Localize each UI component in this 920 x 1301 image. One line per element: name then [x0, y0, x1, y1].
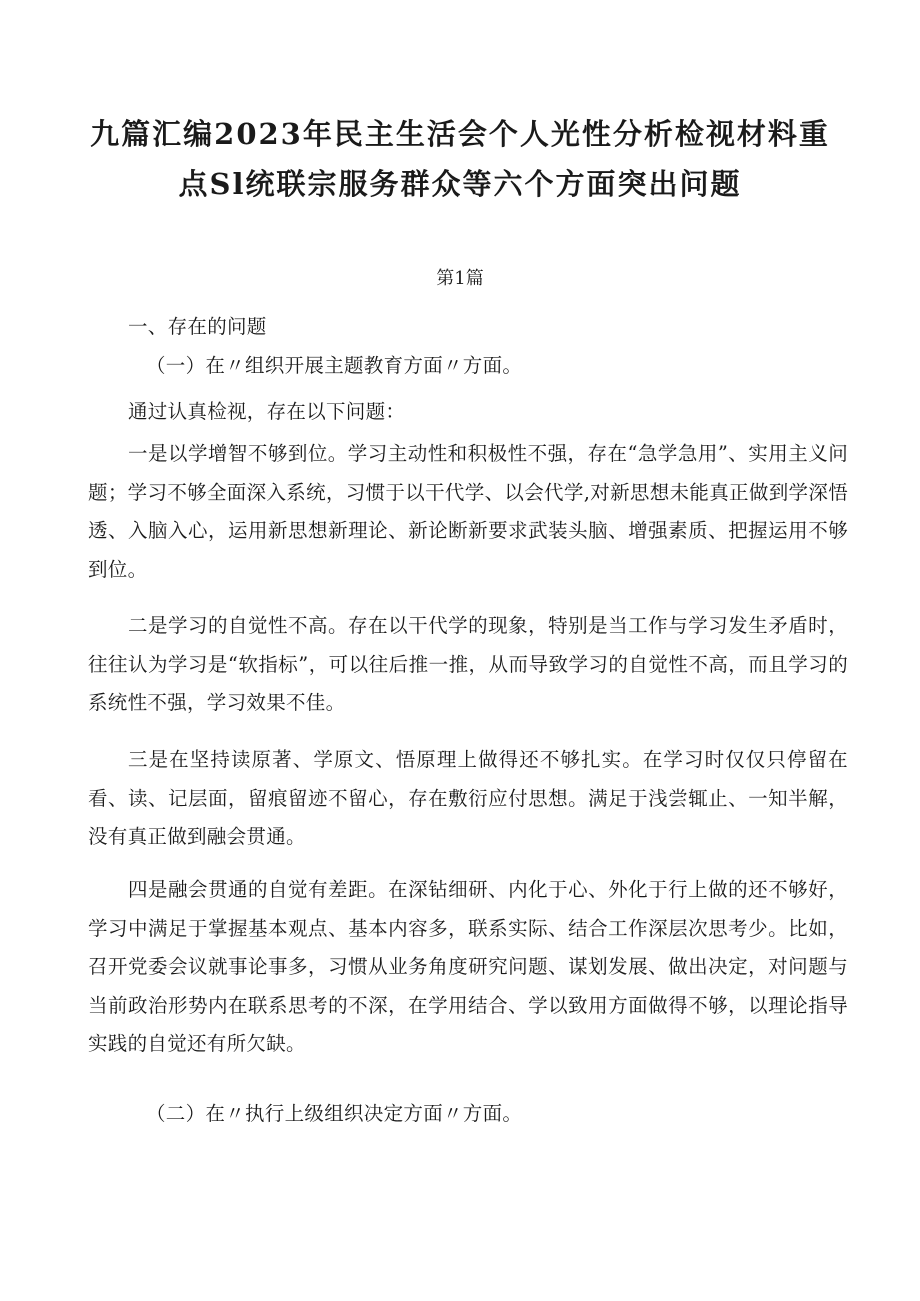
subsection-heading-2: （二）在〃执行上级组织决定方面〃方面。 — [146, 1102, 523, 1125]
document-title-line-1: 九篇汇编2023年民主生活会个人光性分析检视材料重 — [90, 117, 830, 151]
paragraph-3: 三是在坚持读原著、学原文、悟原理上做得还不够扎实。在学习时仅仅只停留在看、读、记层面，留痕留迹不留心，存在敷衍应付思想。满足于浅尝辄止、一知半解，没有真正做到融会贯通。 — [88, 748, 848, 848]
paragraph-2: 二是学习的自觉性不高。存在以干代学的现象，特别是当工作与学习发生矛盾时，往往认为学习是“软指标”，可以往后推一推，从而导致学习的自觉性不高，而且学习的系统性不强，学习效果不佳。 — [88, 614, 848, 714]
document-title-line-2: 点Sl统联宗服务群众等六个方面突出问题 — [178, 167, 742, 201]
paragraph-1: 一是以学增智不够到位。学习主动性和积极性不强，存在“急学急用”、实用主义问题；学习不够全面深入系统，习惯于以干代学、以会代学,对新思想未能真正做到学深悟透、入脑入心，运用新思想新理论、新论断新要求武装头脑、增强素质、把握运用不够到位。 — [88, 442, 848, 581]
paragraph-4: 四是融会贯通的自觉有差距。在深钻细研、内化于心、外化于行上做的还不够好，学习中满足于掌握基本观点、基本内容多，联系实际、结合工作深层次思考少。比如，召开党委会议就事论事多，习惯从业务角度研究问题、谋划发展、做出决定，对问题与当前政治形势内在联系思考的不深，在学用结合、学以致用方面做得不够，以理论指导实践的自觉还有所欠缺。 — [88, 878, 848, 1055]
intro-text: 通过认真检视，存在以下问题： — [128, 400, 406, 423]
chapter-label: 第1篇 — [436, 268, 484, 289]
subsection-heading-1: （一）在〃组织开展主题教育方面〃方面。 — [146, 354, 523, 377]
section-heading: 一、存在的问题 — [128, 315, 267, 338]
